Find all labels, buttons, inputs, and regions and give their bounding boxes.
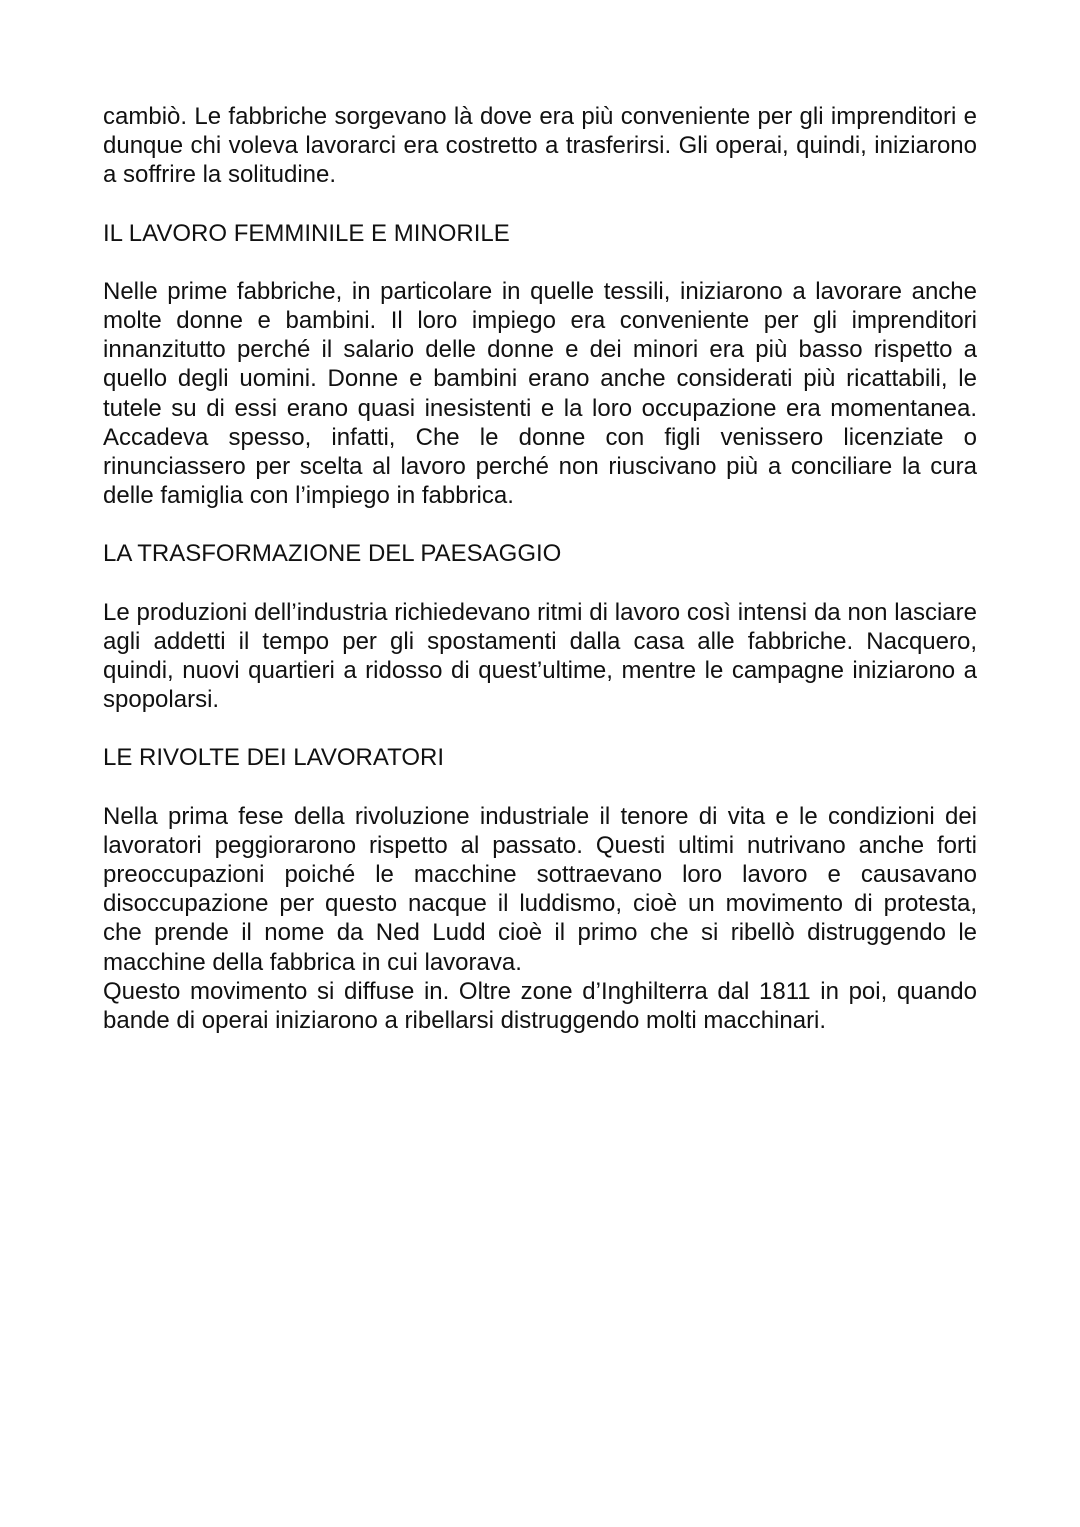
section-paragraph-worker-revolts-2: Questo movimento si diffuse in. Oltre zone d’Inghilterra dal 1811 in poi, quando bande di operai iniziarono a ribellarsi distruggendo molti macchinari.: [103, 977, 977, 1035]
spacer: [103, 190, 977, 219]
spacer: [103, 714, 977, 743]
spacer: [103, 248, 977, 277]
section-paragraph-worker-revolts-1: Nella prima fese della rivoluzione industriale il tenore di vita e le condizioni dei lavoratori peggiorarono rispetto al passato. Questi ultimi nutrivano anche forti preoccupazioni poiché le macchine sottraevano loro lavoro e causavano disoccupazione per questo nacque il luddismo, cioè un movimento di protesta, che prende il nome da Ned Ludd cioè il primo che si ribellò distruggendo le macchine della fabbrica in cui lavorava.: [103, 802, 977, 976]
section-heading-worker-revolts: LE RIVOLTE DEI LAVORATORI: [103, 744, 444, 772]
spacer: [103, 510, 977, 539]
spacer: [103, 569, 977, 598]
section-heading-female-child-labor: IL LAVORO FEMMINILE E MINORILE: [103, 219, 510, 247]
intro-paragraph: cambiò. Le fabbriche sorgevano là dove era più conveniente per gli imprenditori e dunque chi voleva lavorarci era costretto a trasferirsi. Gli operai, quindi, iniziarono a soffrire la solitudine.: [103, 103, 977, 189]
section-paragraph-landscape: Le produzioni dell’industria richiedevano ritmi di lavoro così intensi da non lasciare agli addetti il tempo per gli spostamenti dalla casa alle fabbriche. Nacquero, quindi, nuovi quartieri a ridosso di quest’ultime, mentre le campagne iniziarono a spopolarsi.: [103, 598, 977, 714]
spacer: [103, 773, 977, 802]
section-paragraph-female-child-labor: Nelle prime fabbriche, in particolare in quelle tessili, iniziarono a lavorare anche molte donne e bambini. Il loro impiego era conveniente per gli imprenditori innanzitutto perché il salario delle donne e dei minori era più basso rispetto a quello degli uomini. Donne e bambini erano anche considerati più ricattabili, le tutele su di essi erano quasi inesistenti e la loro occupazione era momentanea. Accadeva spesso, infatti, Che le donne con figli venissero licenziate o rinunciassero per scelta al lavoro perché non riuscivano più a conciliare la cura delle famiglia con l’impiego in fabbrica.: [103, 277, 977, 510]
document-body: [103, 102, 977, 1035]
section-heading-landscape: LA TRASFORMAZIONE DEL PAESAGGIO: [103, 540, 562, 568]
